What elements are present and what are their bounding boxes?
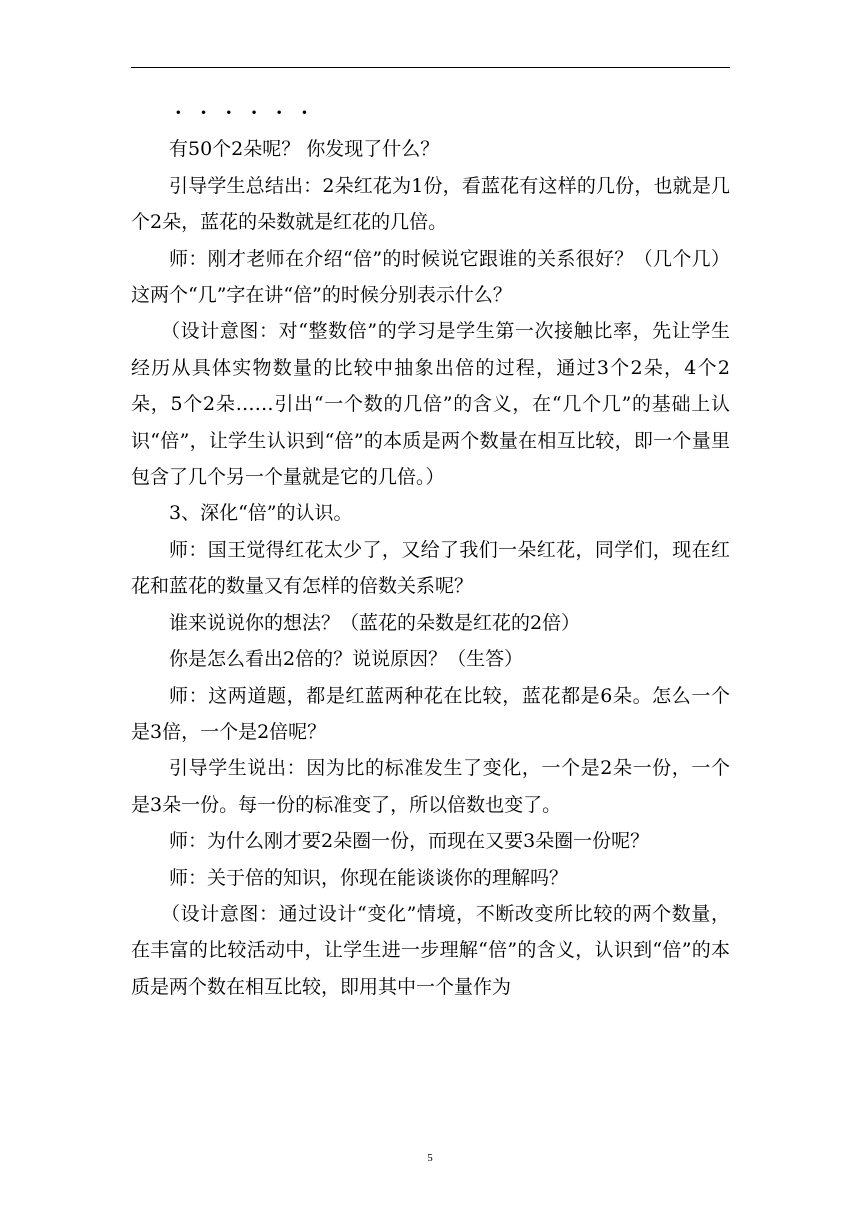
paragraph-9: 引导学生说出：因为比的标准发生了变化，一个是2朵一份，一个是3朵一份。每一份的标准变了，所以倍数也变了。 (131, 757, 730, 816)
paragraph-3: 师：刚才老师在介绍“倍”的时候说它跟谁的关系很好？（几个几）这两个“几”字在讲“倍”的时候分别表示什么？ (131, 247, 730, 307)
paragraph-11: 师：关于倍的知识，你现在能谈谈你的理解吗？ (169, 866, 569, 889)
header-rule (131, 67, 730, 68)
paragraph-6: 谁来说说你的想法？（蓝花的朵数是红花的2倍） (169, 611, 581, 634)
ellipsis-dots: · · · · · · (175, 102, 314, 124)
paragraph-design-intent-2: （设计意图：通过设计“变化”情境，不断改变所比较的两个数量，在丰富的比较活动中，让学生进一步理解“倍”的含义，认识到“倍”的本质是两个数在相互比较，即用其中一个量作为 (131, 902, 730, 998)
paragraph-5: 师：国王觉得红花太少了，又给了我们一朵红花，同学们，现在红花和蓝花的数量又有怎样的倍数关系呢？ (131, 538, 730, 598)
document-body (131, 95, 730, 1005)
page-number: 5 (427, 1152, 433, 1164)
paragraph-10: 师：为什么刚才要2朵圈一份，而现在又要3朵圈一份呢？ (169, 830, 650, 853)
paragraph-design-intent-1: （设计意图：对“整数倍”的学习是学生第一次接触比率，先让学生经历从具体实物数量的比较中抽象出倍的过程，通过3个2朵，4个2朵，5个2朵……引出“一个数的几倍”的含义，在“几个几”的基础上认识“倍”，让学生认识到“倍”的本质是两个数量在相互比较，即一个量里包含了几个另一个量就是它的几倍。） (131, 320, 730, 489)
paragraph-1: 有50个2朵呢？ 你发现了什么？ (169, 138, 440, 161)
paragraph-8: 师：这两道题，都是红蓝两种花在比较，蓝花都是6朵。怎么一个是3倍，一个是2倍呢？ (131, 684, 730, 743)
section-heading-3: 3、深化“倍”的认识。 (169, 502, 353, 525)
paragraph-7: 你是怎么看出2倍的？说说原因？（生答） (169, 648, 524, 671)
paragraph-2: 引导学生总结出：2朵红花为1份，看蓝花有这样的几份，也就是几个2朵，蓝花的朵数就是红花的几倍。 (131, 174, 730, 234)
